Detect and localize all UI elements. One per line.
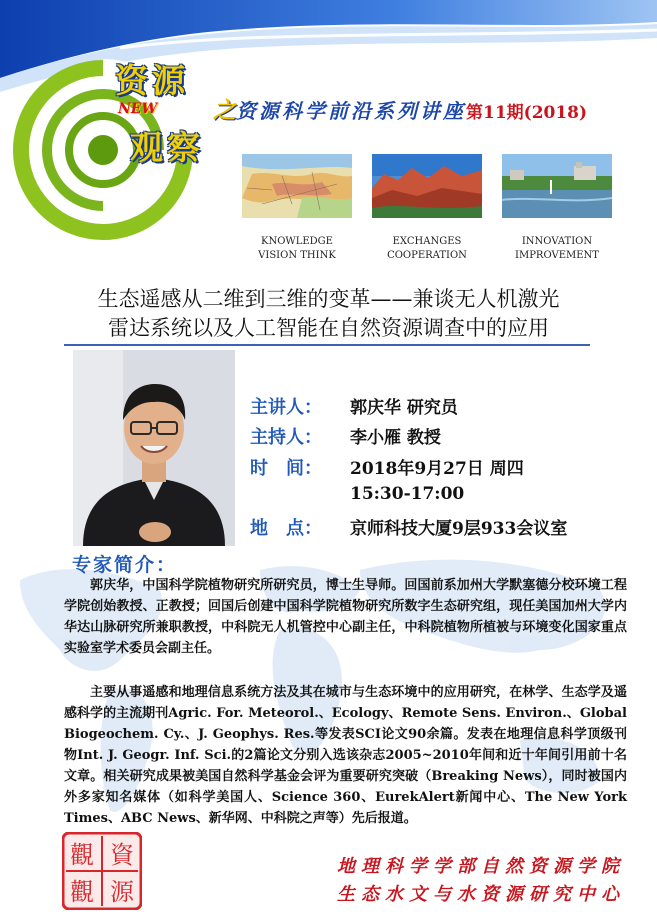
- theme-3-line2: IMPROVEMENT: [515, 250, 599, 261]
- city-thumbnail: [502, 154, 612, 218]
- title-divider: [64, 344, 590, 346]
- theme-1-line2: VISION THINK: [258, 250, 336, 261]
- seal-stamp: [62, 832, 142, 910]
- series-issue: 第11期(2018): [466, 103, 588, 123]
- host-label: 主持人：: [250, 427, 322, 448]
- bio-paragraph-1: 郭庆华，中国科学院植物研究所研究员，博士生导师。回国前系加州大学默塞德分校环境工程学院创始教授、正教授；回国后创建中国科学院植物研究所数字生态研究组，现任美国加州大学内华达山脉研究所兼职教授，中科院无人机管控中心副主任，中科院植物所植被与环境变化国家重点实验室学术委员会副主任。: [64, 578, 627, 656]
- theme-2-line1: EXCHANGES: [392, 236, 462, 247]
- seal-char-4: 觀: [70, 878, 94, 906]
- theme-caption-3: [492, 235, 622, 263]
- logo-text-bottom: 观察: [130, 128, 204, 167]
- lecture-title: [30, 285, 627, 343]
- logo-text-top: 资源: [115, 61, 189, 100]
- series-main: 资源科学前沿系列讲座: [236, 99, 466, 123]
- bio-heading: 专家简介：: [72, 554, 178, 576]
- bio-paragraph-2: 主要从事遥感和地理信息系统方法及其在城市与生态环境中的应用研究，在林学、生态学及遥感科学的主流期刊Agric. For. Meteorol.、Ecology、Remote Sens. Environ.、Global Biogeochem. Cy.、J. Geophys. Res.等发表SCI论文90余篇。发表在地理信息科学顶级刊物Int. J. Geogr. Inf. Sci.的2篇论文分别入选该杂志2005~2010年间和近十年间引用前十名文章。相关研究成果被美国自然科学基金会评为重要研究突破（Breaking News），同时被国内外多家知名媒体（如科学美国人、Science 360、EurekAlert新闻中心、The New York Times、ABC News、新华网、中科院之声等）先后报道。: [64, 685, 627, 826]
- lecture-title-line2: 雷达系统以及人工智能在自然资源调查中的应用: [108, 316, 549, 340]
- theme-1-line1: KNOWLEDGE: [261, 236, 333, 247]
- footer-organizer-2: 生态水文与水资源研究中心: [337, 884, 625, 905]
- place-label: 地 点：: [250, 518, 322, 539]
- host-value: 李小雁 教授: [350, 428, 441, 448]
- seal-char-3: 源: [110, 878, 134, 906]
- speaker-value: 郭庆华 研究员: [350, 398, 458, 418]
- theme-caption-1: [232, 235, 362, 263]
- map-thumbnail: [242, 154, 352, 218]
- time-value-2: 15:30-17:00: [350, 484, 465, 504]
- speaker-photo: [73, 350, 235, 546]
- logo-new-badge: NEW: [118, 101, 158, 117]
- lecture-title-line1: 生态遥感从二维到三维的变革——兼谈无人机激光: [97, 287, 560, 311]
- seal-char-1: 觀: [70, 841, 94, 869]
- theme-2-line2: COOPERATION: [387, 250, 467, 261]
- theme-caption-2: [362, 235, 492, 263]
- time-label: 时 间：: [250, 458, 322, 479]
- theme-3-line1: INNOVATION: [521, 236, 593, 247]
- series-zhi: 之: [213, 98, 236, 124]
- place-value: 京师科技大厦9层933会议室: [350, 519, 568, 539]
- seal-char-2: 資: [110, 841, 134, 869]
- series-title: [213, 92, 587, 125]
- footer-organizer-1: 地理科学学部自然资源学院: [337, 856, 625, 877]
- time-value: 2018年9月27日 周四: [350, 459, 524, 479]
- canyon-thumbnail: [372, 154, 482, 218]
- speaker-label: 主讲人：: [250, 397, 322, 418]
